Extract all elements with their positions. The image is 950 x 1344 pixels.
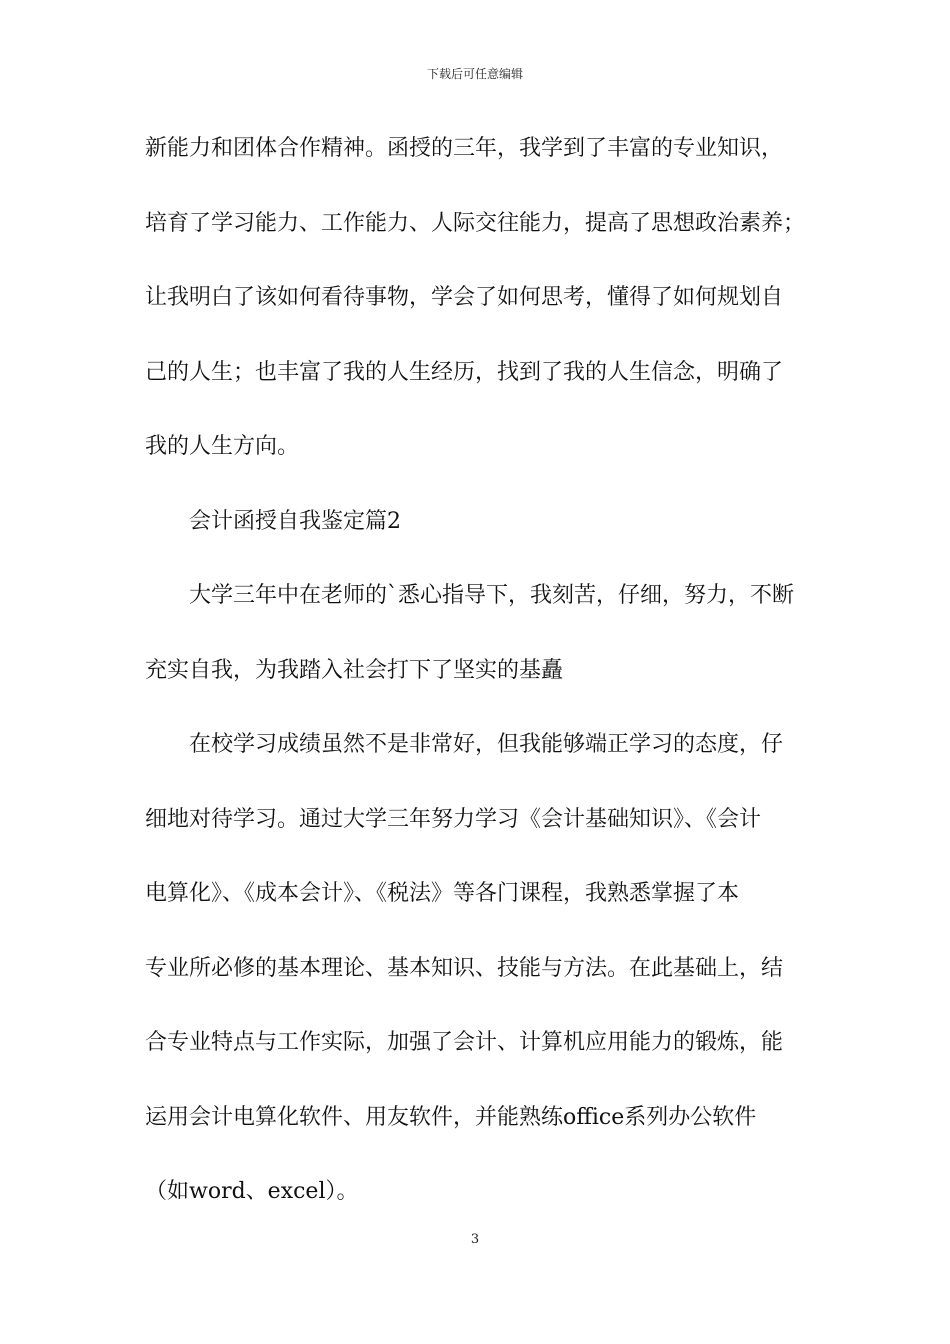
text-line-12: 专业所必修的基本理论、基本知识、技能与方法。在此基础上，结 xyxy=(145,955,784,981)
page-header: 下载后可任意编辑 xyxy=(426,67,523,81)
text-line-11: 电算化》、《成本会计》、《税法》等各门课程，我熟悉掌握了本 xyxy=(145,881,740,906)
text-line-5: 我的人生方向。 xyxy=(145,434,300,459)
text-line-9: 在校学习成绩虽然不是非常好，但我能够端正学习的态度，仔 xyxy=(189,732,784,757)
text-line-2: 培育了学习能力、工作能力、人际交往能力，提高了思想政治素养； xyxy=(145,210,806,236)
text-line-14: 运用会计电算化软件、用友软件，并能熟练office系列办公软件 xyxy=(145,1104,757,1130)
section-heading: 会计函授自我鉴定篇2 xyxy=(189,508,401,534)
text-line-7: 大学三年中在老师的`悉心指导下，我刻苦，仔细，努力，不断 xyxy=(189,583,795,608)
text-line-10: 细地对待学习。通过大学三年努力学习《会计基础知识》、《会计 xyxy=(145,806,762,832)
document-body xyxy=(145,131,815,1249)
text-line-3: 让我明白了该如何看待事物，学会了如何思考，懂得了如何规划自 xyxy=(145,285,784,310)
text-line-13: 合专业特点与工作实际，加强了会计、计算机应用能力的锻炼，能 xyxy=(145,1030,784,1055)
text-line-15: （如word、excel）。 xyxy=(145,1179,359,1204)
page-number: 3 xyxy=(470,1232,480,1247)
text-line-1: 新能力和团体合作精神。函授的三年，我学到了丰富的专业知识， xyxy=(145,136,784,161)
text-line-4: 己的人生；也丰富了我的人生经历，找到了我的人生信念，明确了 xyxy=(145,359,784,385)
text-line-8: 充实自我，为我踏入社会打下了坚实的基矗 xyxy=(145,657,564,683)
